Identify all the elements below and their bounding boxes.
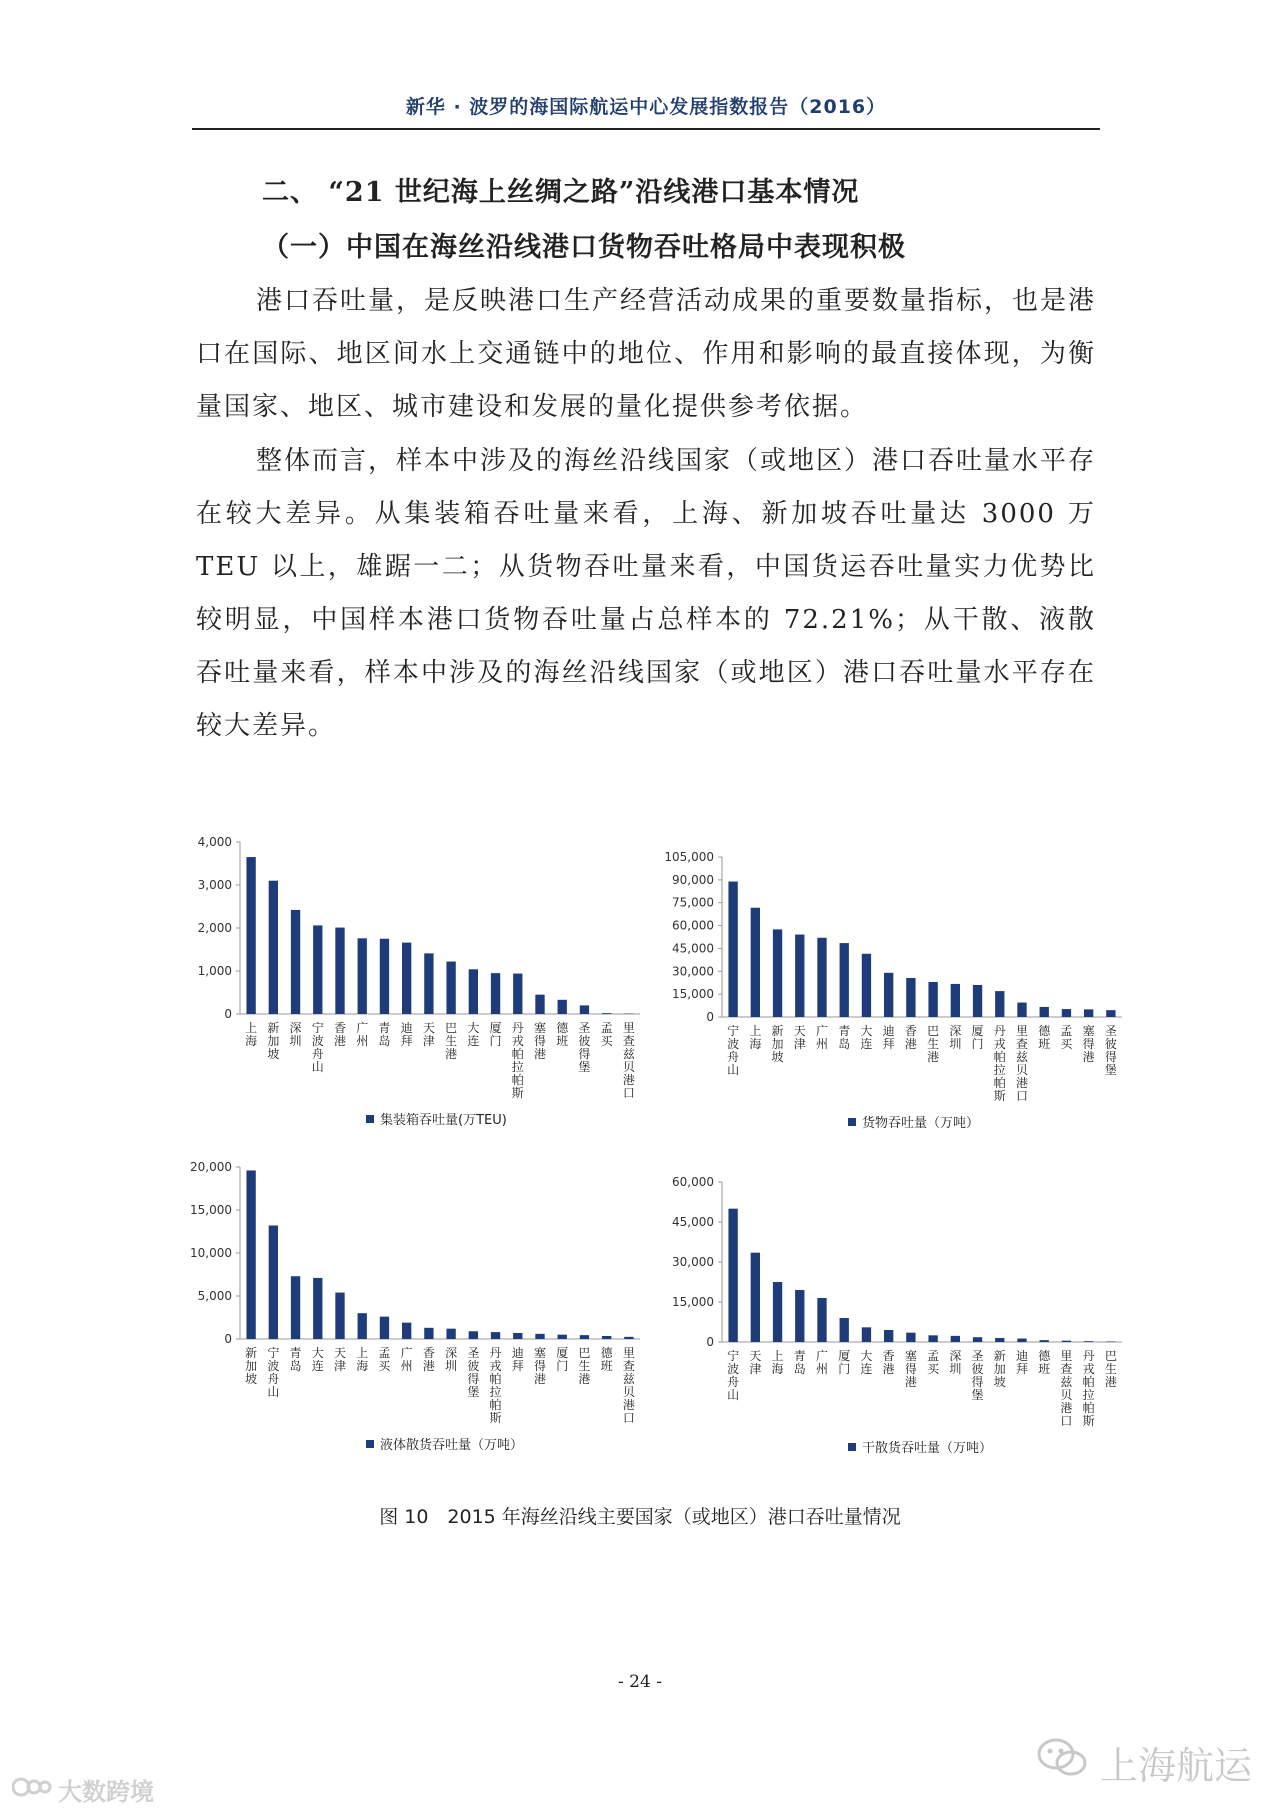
bar (773, 929, 782, 1017)
bar (380, 1317, 389, 1339)
bar (402, 943, 411, 1014)
category-label: 深圳 (289, 1021, 302, 1048)
category-label: 德班 (556, 1021, 569, 1048)
bar (535, 995, 544, 1014)
category-label: 厦门 (971, 1024, 984, 1051)
y-tick-label: 30,000 (672, 964, 714, 979)
report-header: 新华 · 波罗的海国际航运中心发展指数报告（2016） (405, 96, 887, 118)
bar (995, 991, 1004, 1017)
category-label: 迪拜 (882, 1024, 895, 1051)
category-label: 上海 (749, 1024, 762, 1051)
page-number: - 24 - (618, 1672, 662, 1692)
bar (728, 1209, 737, 1342)
category-label: 塞得港 (533, 1346, 547, 1386)
chart-container-dry (650, 1170, 1140, 1475)
category-label: 香港 (422, 1346, 435, 1373)
bar (973, 1337, 982, 1342)
category-label: 大连 (467, 1021, 480, 1048)
bar (928, 1335, 937, 1342)
bar (751, 1253, 760, 1342)
bar (862, 954, 871, 1017)
category-label: 塞得港 (1082, 1024, 1095, 1064)
category-label: 里查兹贝港口 (622, 1021, 635, 1100)
bar (840, 1318, 849, 1342)
category-label: 深圳 (949, 1349, 962, 1376)
category-label: 青岛 (793, 1349, 806, 1376)
category-label: 厦门 (556, 1346, 569, 1373)
y-tick-label: 1,000 (197, 964, 232, 978)
bar (817, 938, 826, 1017)
y-tick-label: 4,000 (197, 835, 232, 849)
bar (446, 962, 455, 1014)
bar (951, 1336, 960, 1342)
bar (840, 943, 849, 1017)
bar (513, 1333, 522, 1339)
y-tick-label: 3,000 (197, 878, 232, 892)
category-label: 圣彼得堡 (971, 1349, 984, 1402)
bar (580, 1335, 589, 1339)
watermark-left-text: 大数跨境 (58, 1778, 154, 1806)
y-tick-label: 0 (224, 1007, 232, 1021)
section-subheading: （一）中国在海丝沿线港口货物吞吐格局中表现积极 (262, 232, 906, 263)
bar (624, 1337, 633, 1339)
bar (906, 978, 915, 1017)
header-rule (192, 128, 1100, 130)
category-label: 深圳 (949, 1024, 962, 1051)
section-heading: 二、 “21 世纪海上丝绸之路”沿线港口基本情况 (262, 177, 860, 208)
bar (884, 973, 893, 1017)
category-label: 孟买 (600, 1021, 613, 1048)
category-label: 宁波舟山 (727, 1024, 740, 1077)
category-label: 青岛 (289, 1346, 302, 1373)
category-label: 巴生港 (578, 1346, 591, 1386)
category-label: 塞得港 (533, 1021, 547, 1061)
bar (558, 1335, 567, 1339)
bar (580, 1005, 589, 1014)
category-label: 天津 (333, 1346, 347, 1373)
category-label: 迪拜 (1015, 1349, 1029, 1376)
bar (1017, 1339, 1026, 1342)
category-label: 新加坡 (267, 1021, 280, 1061)
bar (491, 973, 500, 1014)
bar (1062, 1009, 1071, 1017)
category-label: 德班 (1038, 1024, 1051, 1051)
bar (795, 935, 804, 1017)
bar (1084, 1009, 1093, 1017)
bar (335, 1293, 344, 1339)
category-label: 宁波舟山 (311, 1021, 324, 1074)
category-label: 青岛 (378, 1021, 391, 1048)
y-tick-label: 0 (706, 1335, 714, 1349)
y-tick-label: 0 (706, 1010, 714, 1024)
bar (728, 882, 737, 1017)
y-tick-label: 20,000 (190, 1160, 232, 1174)
category-label: 新加坡 (771, 1024, 784, 1064)
paragraph-1: 港口吞吐量，是反映港口生产经营活动成果的重要数量指标，也是港口在国际、地区间水上交通链中的地位、作用和影响的最直接体现，为衡量国家、地区、城市建设和发展的量化提供参考依据。 (196, 286, 1097, 422)
bar (1040, 1007, 1049, 1017)
watermark-right (1036, 1735, 1252, 1790)
chart-container-cargo (650, 845, 1140, 1150)
bar (535, 1334, 544, 1339)
category-label: 丹戎帕拉帕斯 (1082, 1349, 1095, 1428)
bar (358, 938, 367, 1014)
category-label: 厦门 (489, 1021, 502, 1048)
y-tick-label: 75,000 (672, 895, 714, 910)
bar (313, 1278, 322, 1339)
category-label: 天津 (422, 1021, 435, 1048)
category-label: 丹戎帕拉帕斯 (511, 1021, 524, 1100)
bar (1062, 1341, 1071, 1342)
y-tick-label: 5,000 (197, 1289, 232, 1303)
bar (884, 1330, 893, 1342)
legend-label: 货物吞吐量（万吨） (862, 1116, 980, 1131)
bar (1017, 1003, 1026, 1017)
bar (906, 1333, 915, 1342)
y-tick-label: 90,000 (672, 872, 714, 887)
category-label: 香港 (904, 1024, 917, 1051)
legend-swatch (848, 1118, 856, 1126)
category-label: 青岛 (838, 1024, 851, 1051)
category-label: 孟买 (378, 1346, 391, 1373)
category-label: 圣彼得堡 (467, 1346, 480, 1399)
bar (602, 1013, 611, 1014)
category-label: 丹戎帕拉帕斯 (993, 1024, 1006, 1103)
bar (291, 910, 300, 1014)
bar (995, 1338, 1004, 1342)
category-label: 大连 (860, 1349, 873, 1376)
bar (1040, 1340, 1049, 1342)
category-label: 德班 (600, 1346, 613, 1373)
bar (773, 1282, 782, 1342)
category-label: 里查兹贝港口 (1060, 1349, 1073, 1428)
bar (424, 953, 433, 1014)
category-label: 上海 (771, 1349, 784, 1376)
bar (817, 1298, 826, 1342)
category-label: 孟买 (927, 1349, 940, 1376)
category-label: 里查兹贝港口 (1015, 1024, 1029, 1103)
legend-swatch (366, 1440, 374, 1448)
bar (928, 982, 937, 1017)
bar (951, 984, 960, 1017)
category-label: 天津 (793, 1024, 806, 1051)
watermark-left (12, 1772, 154, 1807)
bar (446, 1329, 455, 1339)
bar (246, 857, 255, 1014)
wechat-icon (1036, 1736, 1090, 1789)
category-label: 迪拜 (400, 1021, 413, 1048)
bar (1106, 1341, 1115, 1342)
bar (751, 908, 760, 1017)
legend-label: 干散货吞吐量（万吨） (862, 1441, 993, 1456)
category-label: 新加坡 (245, 1346, 258, 1386)
category-label: 深圳 (445, 1346, 458, 1373)
y-tick-label: 30,000 (672, 1255, 714, 1269)
figure-caption: 图 10 2015 年海丝沿线主要国家（或地区）港口吞吐量情况 (379, 1506, 901, 1528)
y-tick-label: 10,000 (190, 1246, 232, 1260)
category-label: 圣彼得堡 (1104, 1024, 1117, 1077)
paragraph-2: 整体而言，样本中涉及的海丝沿线国家（或地区）港口吞吐量水平存在较大差异。从集装箱吞吐量来看，上海、新加坡吞吐量达 3000 万 TEU 以上，雄踞一二；从货物吞吐量来看，中国货运吞吐量实力优势比较明显，中国样本港口货物吞吐量占总样本的 72.21%；从干散、液散吞吐量来看，样本中涉及的海丝沿线国家（或地区）港口吞吐量水平存在较大差异。 (196, 446, 1097, 741)
legend-label: 集装箱吞吐量(万TEU) (380, 1113, 507, 1128)
y-tick-label: 0 (224, 1332, 232, 1346)
bar (973, 985, 982, 1017)
category-label: 广州 (815, 1024, 829, 1051)
chart-dry-bulk (650, 1170, 1140, 1475)
bar (269, 1225, 278, 1339)
category-label: 上海 (245, 1021, 258, 1048)
bar (513, 974, 522, 1014)
category-label: 香港 (882, 1349, 895, 1376)
legend-label: 液体散货吞吐量（万吨） (380, 1438, 524, 1453)
category-label: 香港 (333, 1021, 347, 1048)
y-tick-label: 60,000 (672, 1175, 714, 1189)
brand-logo-icon (12, 1774, 52, 1806)
category-label: 巴生港 (1104, 1349, 1117, 1389)
category-label: 塞得港 (904, 1349, 917, 1389)
bar (358, 1313, 367, 1339)
legend-swatch (366, 1115, 374, 1123)
y-tick-label: 105,000 (664, 850, 714, 864)
chart-container-teu (190, 830, 680, 1150)
y-tick-label: 15,000 (672, 1295, 714, 1309)
category-label: 宁波舟山 (267, 1346, 280, 1399)
category-label: 广州 (400, 1346, 413, 1373)
bar (862, 1327, 871, 1342)
bar (335, 928, 344, 1014)
category-label: 厦门 (838, 1349, 851, 1376)
chart-cargo (650, 845, 1140, 1150)
y-tick-label: 2,000 (197, 921, 232, 935)
bar (795, 1290, 804, 1342)
chart-teu (190, 830, 680, 1150)
category-label: 孟买 (1060, 1024, 1073, 1051)
legend-swatch (848, 1443, 856, 1451)
bar (491, 1332, 500, 1339)
category-label: 广州 (815, 1349, 829, 1376)
bar (402, 1323, 411, 1339)
category-label: 德班 (1038, 1349, 1051, 1376)
category-label: 宁波舟山 (727, 1349, 740, 1402)
bar (380, 939, 389, 1014)
bar (269, 881, 278, 1014)
bar (1084, 1341, 1093, 1342)
category-label: 圣彼得堡 (578, 1021, 591, 1074)
bar (424, 1328, 433, 1339)
category-label: 广州 (356, 1021, 369, 1048)
bar (313, 925, 322, 1014)
category-label: 里查兹贝港口 (622, 1346, 635, 1425)
bar (1106, 1010, 1115, 1017)
bar (602, 1336, 611, 1339)
category-label: 丹戎帕拉帕斯 (489, 1346, 502, 1425)
chart-liquid-bulk (190, 1155, 680, 1475)
category-label: 迪拜 (511, 1346, 524, 1373)
category-label: 大连 (311, 1346, 324, 1373)
bar (469, 969, 478, 1014)
category-label: 上海 (356, 1346, 369, 1373)
category-label: 新加坡 (993, 1349, 1006, 1389)
category-label: 大连 (860, 1024, 873, 1051)
chart-container-liquid (190, 1155, 680, 1475)
bar (291, 1276, 300, 1339)
bar (558, 1000, 567, 1014)
y-tick-label: 45,000 (672, 941, 714, 956)
bar (469, 1331, 478, 1339)
y-tick-label: 45,000 (672, 1215, 714, 1229)
y-tick-label: 60,000 (672, 918, 714, 933)
category-label: 天津 (749, 1349, 762, 1376)
y-tick-label: 15,000 (672, 987, 714, 1002)
y-tick-label: 15,000 (190, 1203, 232, 1217)
bar (246, 1170, 255, 1339)
category-label: 巴生港 (445, 1021, 458, 1061)
watermark-right-text: 上海航运 (1099, 1744, 1252, 1788)
category-label: 巴生港 (927, 1024, 940, 1064)
